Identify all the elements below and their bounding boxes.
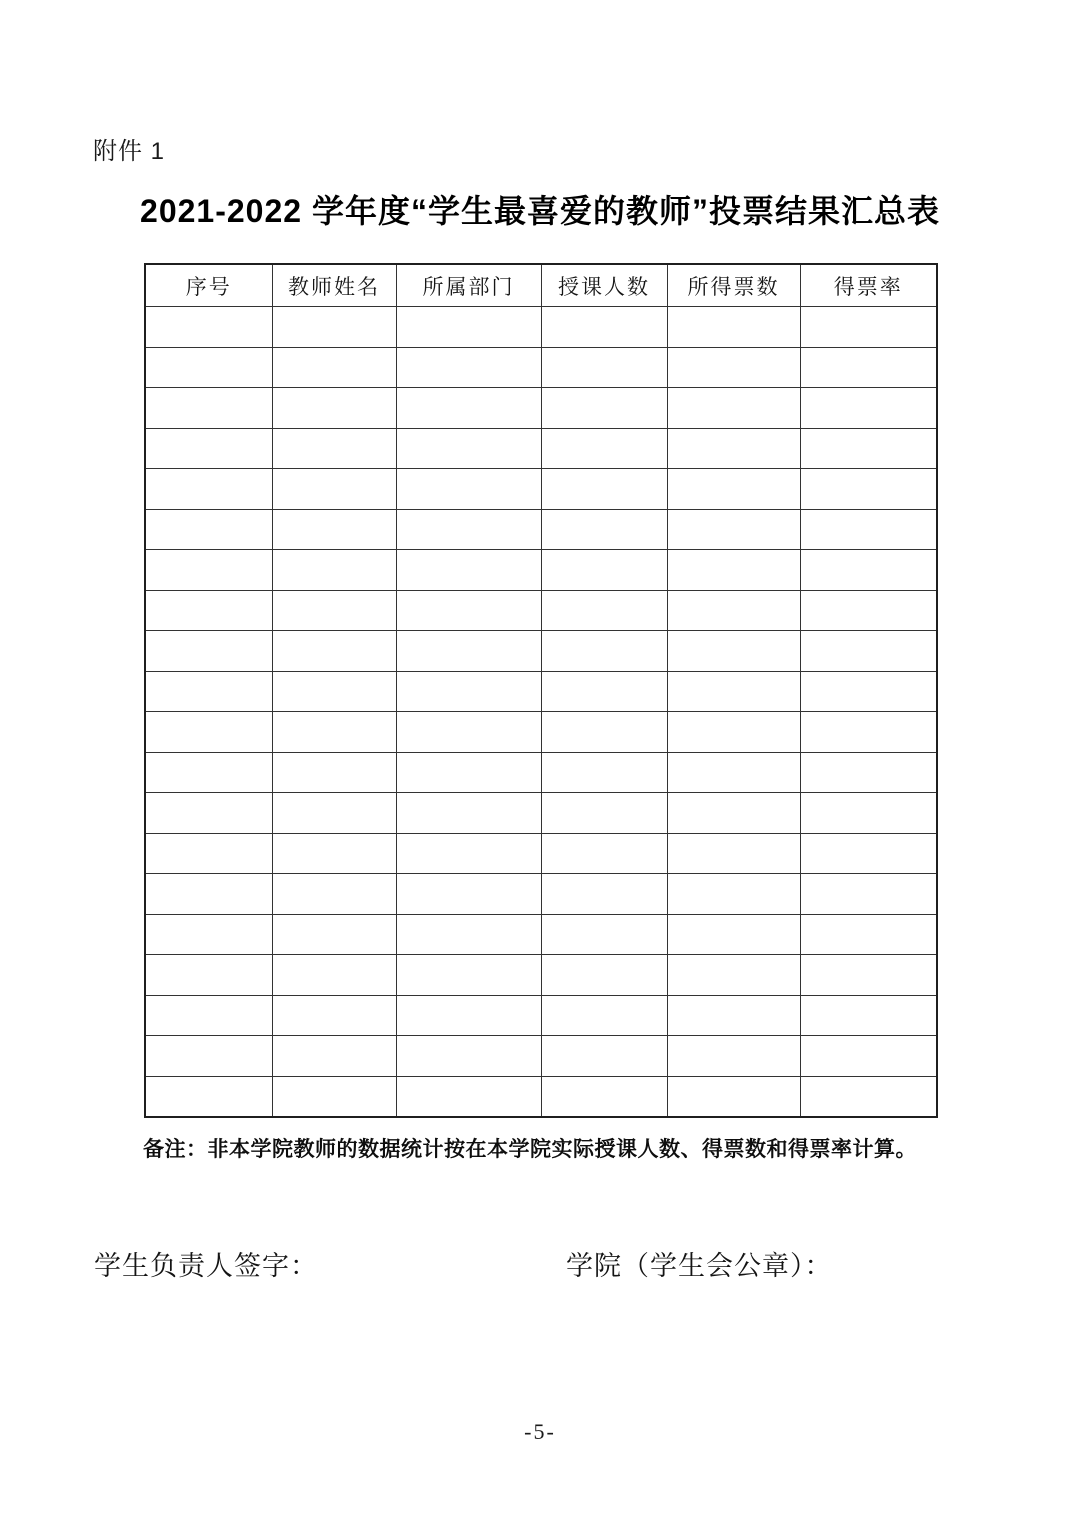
table-cell [396,509,541,550]
table-row [145,955,937,996]
college-seal-label: 学院（学生会公章）： [566,1251,833,1281]
table-cell [800,793,937,834]
table-cell [667,995,800,1036]
table-cell [667,914,800,955]
table-row [145,631,937,672]
column-header-department: 所属部门 [396,264,541,307]
table-cell [145,550,272,591]
table-cell [396,752,541,793]
table-cell [541,590,667,631]
table-cell [396,712,541,753]
table-cell [272,469,396,510]
table-row [145,671,937,712]
table-cell [667,712,800,753]
table-cell [272,671,396,712]
table-row [145,307,937,348]
table-cell [272,793,396,834]
table-cell [396,590,541,631]
table-cell [667,631,800,672]
column-header-index: 序号 [145,264,272,307]
table-cell [272,833,396,874]
table-cell [800,469,937,510]
table-cell [396,428,541,469]
table-cell [800,1076,937,1117]
table-cell [396,388,541,429]
vote-results-table [144,263,938,1118]
table-cell [541,509,667,550]
table-cell [272,874,396,915]
table-cell [272,347,396,388]
table-cell [272,388,396,429]
table-cell [396,1036,541,1077]
table-row [145,509,937,550]
attachment-label: 附件 1 [93,138,166,165]
table-cell [541,752,667,793]
table-cell [396,1076,541,1117]
table-row [145,995,937,1036]
table-cell [145,793,272,834]
table-row [145,752,937,793]
table-cell [396,874,541,915]
table-cell [800,307,937,348]
table-cell [145,1076,272,1117]
table-cell [667,307,800,348]
table-cell [145,469,272,510]
table-cell [145,955,272,996]
table-cell [667,671,800,712]
table-cell [667,590,800,631]
table-row [145,469,937,510]
table-cell [272,1076,396,1117]
table-cell [541,1036,667,1077]
table-cell [396,995,541,1036]
table-cell [272,712,396,753]
table-cell [145,428,272,469]
table-cell [667,550,800,591]
table-row [145,874,937,915]
table-cell [272,914,396,955]
table-cell [272,307,396,348]
table-cell [800,590,937,631]
table-cell [272,550,396,591]
table-cell [800,874,937,915]
table-cell [272,590,396,631]
table-cell [667,509,800,550]
table-cell [145,631,272,672]
table-cell [667,793,800,834]
table-cell [800,1036,937,1077]
table-cell [667,752,800,793]
table-cell [396,347,541,388]
table-row [145,1036,937,1077]
table-cell [145,671,272,712]
table-cell [541,995,667,1036]
table-cell [145,995,272,1036]
table-cell [541,550,667,591]
table-cell [396,793,541,834]
table-cell [667,874,800,915]
table-cell [667,833,800,874]
table-cell [272,752,396,793]
table-cell [667,347,800,388]
table-cell [541,347,667,388]
table-row [145,712,937,753]
table-row [145,388,937,429]
table-cell [272,995,396,1036]
table-cell [145,388,272,429]
table-cell [272,631,396,672]
table-cell [667,955,800,996]
table-cell [396,307,541,348]
table-cell [800,388,937,429]
table-cell [145,347,272,388]
table-cell [396,631,541,672]
table-cell [667,1036,800,1077]
table-cell [541,428,667,469]
table-cell [800,914,937,955]
table-cell [541,388,667,429]
table-cell [667,1076,800,1117]
table-cell [272,1036,396,1077]
column-header-votes-received: 所得票数 [667,264,800,307]
signature-row [0,1244,1080,1281]
table-cell [800,671,937,712]
table-cell [145,752,272,793]
table-cell [272,955,396,996]
table-cell [541,671,667,712]
table-cell [667,388,800,429]
table-cell [145,509,272,550]
table-cell [396,469,541,510]
student-signature-label: 学生负责人签字： [94,1251,318,1281]
table-cell [800,712,937,753]
table-cell [145,590,272,631]
column-header-students-taught: 授课人数 [541,264,667,307]
table-cell [396,833,541,874]
table-cell [800,995,937,1036]
page-title: 2021-2022 学年度“学生最喜爱的教师”投票结果汇总表 [140,193,940,229]
table-row [145,1076,937,1117]
table-cell [145,833,272,874]
column-header-vote-rate: 得票率 [800,264,937,307]
table-row [145,590,937,631]
table-cell [541,469,667,510]
page-number: -5- [524,1419,556,1444]
table-cell [145,712,272,753]
table-cell [541,793,667,834]
table-cell [667,428,800,469]
table-cell [541,914,667,955]
table-cell [541,955,667,996]
table-cell [541,1076,667,1117]
table-cell [272,428,396,469]
table-cell [541,833,667,874]
table-row [145,428,937,469]
table-footnote: 备注：非本学院教师的数据统计按在本学院实际授课人数、得票数和得票率计算。 [143,1138,917,1161]
table-cell [396,671,541,712]
table-row [145,347,937,388]
table-cell [800,955,937,996]
table-cell [541,631,667,672]
column-header-teacher-name: 教师姓名 [272,264,396,307]
table-cell [145,1036,272,1077]
table-cell [667,469,800,510]
table-row [145,833,937,874]
table-cell [396,914,541,955]
table-cell [145,874,272,915]
table-row [145,550,937,591]
table-cell [800,550,937,591]
table-row [145,793,937,834]
table-header-row [145,264,937,307]
table-cell [541,874,667,915]
table-cell [800,509,937,550]
table-cell [145,307,272,348]
table-cell [541,712,667,753]
table-cell [800,428,937,469]
table-cell [800,347,937,388]
table-cell [145,914,272,955]
table-cell [272,509,396,550]
table-cell [800,833,937,874]
table-cell [800,631,937,672]
table-cell [396,955,541,996]
table-row [145,914,937,955]
table-cell [800,752,937,793]
table-cell [541,307,667,348]
table-cell [396,550,541,591]
